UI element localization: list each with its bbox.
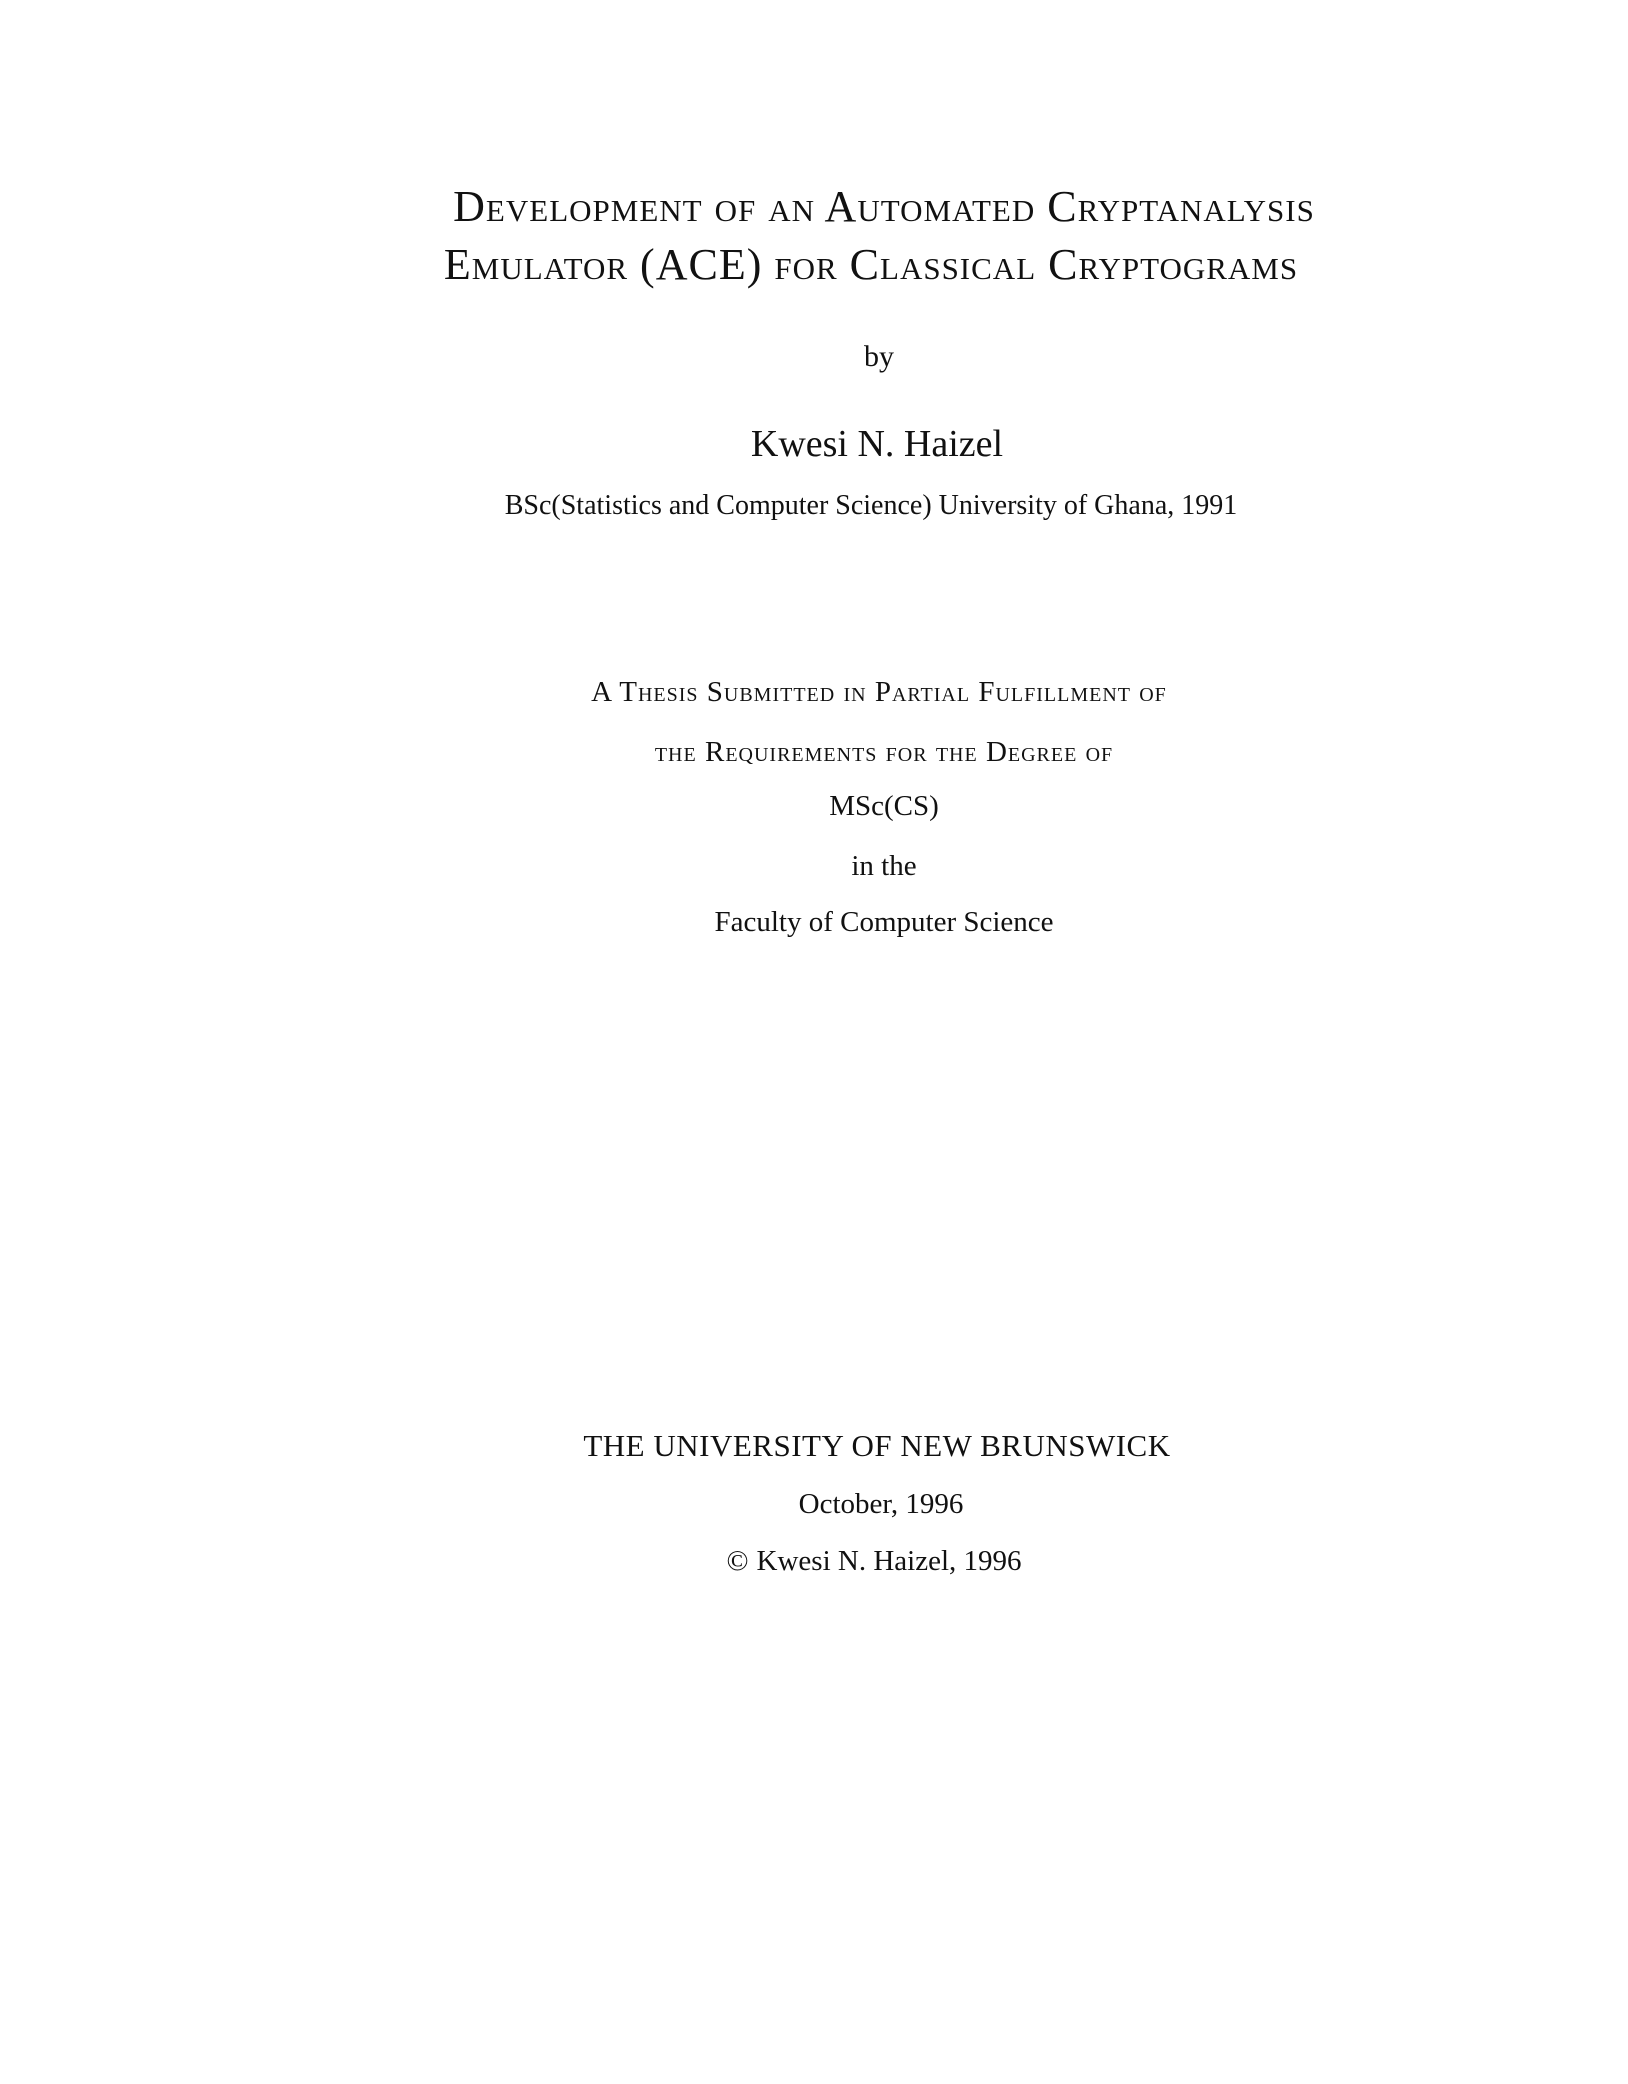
- degree-name: MSc(CS): [829, 790, 939, 822]
- submission-date: October, 1996: [798, 1488, 964, 1520]
- prior-degree: BSc(Statistics and Computer Science) University of Ghana, 1991: [504, 490, 1238, 521]
- copyright-icon: ©: [726, 1545, 749, 1577]
- thesis-title-line-1: Development of an Automated Cryptanalysis: [453, 182, 1315, 231]
- by-label: by: [864, 340, 894, 373]
- faculty-name: Faculty of Computer Science: [714, 906, 1054, 938]
- thesis-title-line-2: Emulator (ACE) for Classical Cryptograms: [443, 240, 1299, 289]
- in-the-label: in the: [851, 850, 917, 882]
- author-name: Kwesi N. Haizel: [750, 423, 1004, 465]
- copyright-notice: [60, 1545, 1628, 1578]
- submission-statement-line-2: the Requirements for the Degree of: [654, 736, 1114, 768]
- submission-statement-line-1: A Thesis Submitted in Partial Fulfillment of: [591, 676, 1167, 708]
- copyright-text: Kwesi N. Haizel, 1996: [756, 1545, 1022, 1577]
- university-name: THE UNIVERSITY OF NEW BRUNSWICK: [583, 1428, 1171, 1463]
